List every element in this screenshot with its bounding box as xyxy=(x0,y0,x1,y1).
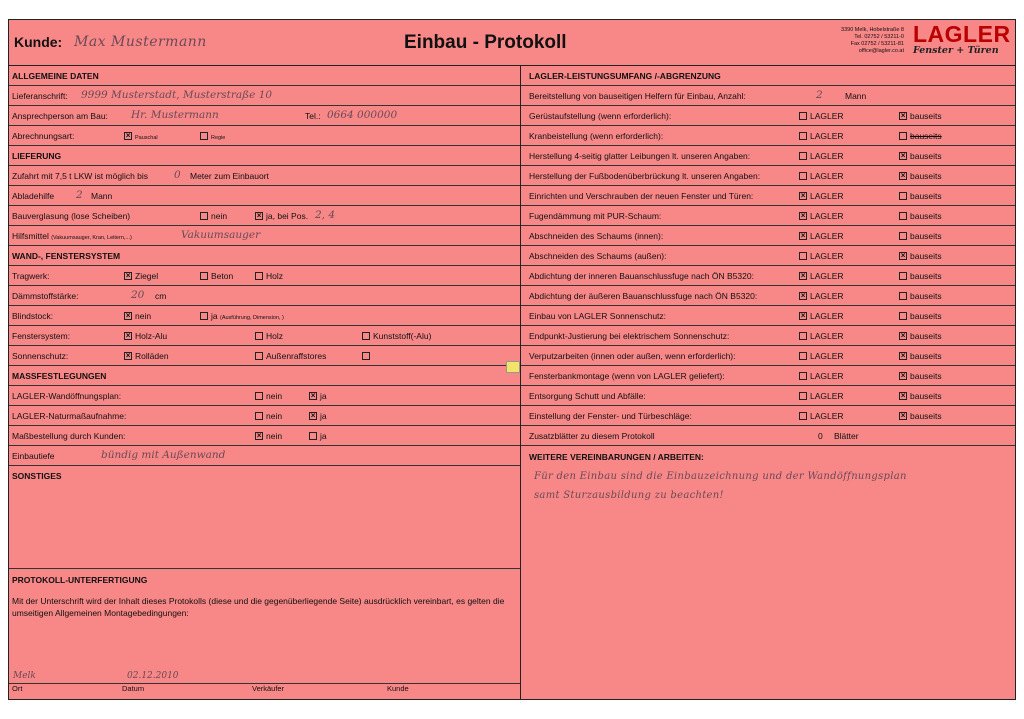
leistung-row-label: Kranbeistellung (wenn erforderlich): xyxy=(529,131,664,141)
checkbox[interactable] xyxy=(899,232,907,240)
abladehilfe-label: Abladehilfe xyxy=(12,191,55,201)
lagler-option-label: LAGLER xyxy=(810,251,844,261)
holz-option[interactable] xyxy=(255,271,283,281)
checkbox-checked[interactable] xyxy=(309,392,317,400)
leistung-row xyxy=(521,266,1015,286)
checkbox-checked[interactable] xyxy=(124,272,132,280)
lagler-option-label: LAGLER xyxy=(810,171,844,181)
checkbox[interactable] xyxy=(799,252,807,260)
lagler-option[interactable] xyxy=(799,131,844,141)
kunde-value: Max Mustermann xyxy=(74,34,207,50)
massbestellung-ja[interactable] xyxy=(309,431,327,441)
zusatz-value[interactable]: 0 xyxy=(818,431,823,441)
bauseits-option-label: bauseits xyxy=(910,391,942,401)
checkbox-checked[interactable] xyxy=(899,412,907,420)
company-address xyxy=(779,27,904,55)
leistung-row-label: Herstellung 4-seitig glatter Leibungen lt. unseren Angaben: xyxy=(529,151,751,161)
protokoll-section xyxy=(9,569,520,697)
pos-value[interactable]: 2, 4 xyxy=(315,209,336,221)
bauverglasung-nein[interactable] xyxy=(200,211,227,221)
checkbox[interactable] xyxy=(799,372,807,380)
wandoeff-ja[interactable] xyxy=(309,391,327,401)
checkbox-checked[interactable] xyxy=(899,372,907,380)
lagler-option[interactable] xyxy=(799,231,844,241)
ja-label: ja xyxy=(320,431,327,441)
naturmass-label: LAGLER-Naturmaßaufnahme: xyxy=(12,411,127,421)
leistung-row-label: Abschneiden des Schaums (außen): xyxy=(529,251,667,261)
lagler-option[interactable] xyxy=(799,411,844,421)
right-column xyxy=(521,66,1015,699)
bereitstellung-label: Bereitstellung von bauseitigen Helfern für Einbau, Anzahl: xyxy=(529,91,746,101)
nein-label: nein xyxy=(135,311,152,321)
bauseits-option-label: bauseits xyxy=(910,211,942,221)
kunde-signature-label: Kunde xyxy=(387,684,409,693)
weitere-section[interactable] xyxy=(521,446,1015,696)
lieferanschrift-label: Lieferanschrift: xyxy=(12,91,68,101)
tel-value[interactable]: 0664 000000 xyxy=(327,109,398,121)
checkbox-checked[interactable] xyxy=(124,332,132,340)
lagler-option[interactable] xyxy=(799,391,844,401)
leistung-row-label: Fugendämmung mit PUR-Schaum: xyxy=(529,211,662,221)
massbestellung-nein[interactable] xyxy=(255,431,282,441)
nein-label: nein xyxy=(211,211,228,221)
lagler-option-label: LAGLER xyxy=(810,131,844,141)
lagler-option[interactable] xyxy=(799,151,844,161)
checkbox-checked[interactable] xyxy=(799,192,807,200)
hilfsmittel-text: Hilfsmittel xyxy=(12,231,49,241)
ansprech-value[interactable]: Hr. Mustermann xyxy=(131,109,219,121)
checkbox[interactable] xyxy=(899,212,907,220)
checkbox[interactable] xyxy=(255,392,263,400)
naturmass-nein[interactable] xyxy=(255,411,282,421)
section-lieferung: LIEFERUNG xyxy=(12,151,62,161)
section-mass: MASSFESTLEGUNGEN xyxy=(12,371,107,381)
bauseits-option-label: bauseits xyxy=(910,171,942,181)
daemm-value[interactable]: 20 xyxy=(131,289,145,301)
sonstiges-section[interactable] xyxy=(9,466,520,569)
leistung-row xyxy=(521,186,1015,206)
blaetter-label: Blätter xyxy=(834,431,859,441)
checkbox-checked[interactable] xyxy=(899,172,907,180)
bauseits-option[interactable] xyxy=(899,111,942,121)
checkbox[interactable] xyxy=(200,132,208,140)
comment-note-icon[interactable] xyxy=(506,361,520,373)
protokoll-text: Mit der Unterschrift wird der Inhalt dieses Protokolls (diese und die gegenüberliegende Seite) ausdrücklich vereinbart, es gelten die umseitigen Allgemeinen Montagebedingungen: xyxy=(12,596,505,618)
checkbox[interactable] xyxy=(899,312,907,320)
lagler-option[interactable] xyxy=(799,211,844,221)
checkbox[interactable] xyxy=(799,412,807,420)
lagler-option[interactable] xyxy=(799,311,844,321)
lagler-option-label: LAGLER xyxy=(810,111,844,121)
kunststoff-label: Kunststoff(-Alu) xyxy=(373,331,432,341)
zufahrt-value[interactable]: 0 xyxy=(174,169,181,181)
pauschal-label: Pauschal xyxy=(135,135,158,141)
beton-option[interactable] xyxy=(200,271,233,281)
checkbox[interactable] xyxy=(255,332,263,340)
einbautiefe-value[interactable]: bündig mit Außenwand xyxy=(101,449,226,461)
holz-label: Holz xyxy=(266,331,284,341)
checkbox-checked[interactable] xyxy=(899,332,907,340)
kunde-label: Kunde: xyxy=(14,34,63,50)
naturmass-ja[interactable] xyxy=(309,411,327,421)
checkbox[interactable] xyxy=(799,332,807,340)
checkbox-checked[interactable] xyxy=(899,352,907,360)
sonnenschutz-label: Sonnenschutz: xyxy=(12,351,69,361)
checkbox[interactable] xyxy=(899,272,907,280)
tel-label: Tel.: xyxy=(305,111,321,121)
other-option[interactable] xyxy=(362,351,373,361)
checkbox[interactable] xyxy=(255,412,263,420)
lagler-option-label: LAGLER xyxy=(810,351,844,361)
address-tel: Tel. 02752 / 53211-0 xyxy=(854,34,904,40)
bauseits-option-label: bauseits xyxy=(910,331,942,341)
nein-label: nein xyxy=(266,431,283,441)
leistung-row-label: Abdichtung der äußeren Bauanschlussfuge nach ÖN B5320: xyxy=(529,291,758,301)
bauseits-option-label: bauseits xyxy=(910,131,942,141)
leistung-row xyxy=(521,326,1015,346)
leistung-row xyxy=(521,286,1015,306)
checkbox-checked[interactable] xyxy=(899,152,907,160)
checkbox[interactable] xyxy=(799,172,807,180)
lagler-option-label: LAGLER xyxy=(810,391,844,401)
section-sonstiges: SONSTIGES xyxy=(12,471,62,481)
address-email: office@lagler.co.at xyxy=(858,48,904,54)
leistung-row xyxy=(521,206,1015,226)
bauseits-option[interactable] xyxy=(899,371,942,381)
holz-alu-option[interactable] xyxy=(124,331,167,341)
ansprech-label: Ansprechperson am Bau: xyxy=(12,111,108,121)
checkbox-checked[interactable] xyxy=(255,212,263,220)
leistung-row-label: Abschneiden des Schaums (innen): xyxy=(529,231,664,241)
checkbox[interactable] xyxy=(200,272,208,280)
checkbox-checked[interactable] xyxy=(124,312,132,320)
lagler-option[interactable] xyxy=(799,191,844,201)
section-wand: WAND-, FENSTERSYSTEM xyxy=(12,251,121,261)
checkbox[interactable] xyxy=(799,352,807,360)
ja-label: ja xyxy=(320,411,327,421)
lagler-option-label: LAGLER xyxy=(810,291,844,301)
leistung-row xyxy=(521,246,1015,266)
bauseits-option-label: bauseits xyxy=(910,311,942,321)
leistung-row xyxy=(521,146,1015,166)
checkbox-checked[interactable] xyxy=(799,292,807,300)
leistung-rows xyxy=(521,106,1015,426)
checkbox[interactable] xyxy=(200,212,208,220)
leistung-row xyxy=(521,106,1015,126)
aussenraff-label: Außenraffstores xyxy=(266,351,327,361)
lagler-option[interactable] xyxy=(799,111,844,121)
checkbox-checked[interactable] xyxy=(799,212,807,220)
bauseits-option[interactable] xyxy=(899,411,942,421)
lagler-option-label: LAGLER xyxy=(810,371,844,381)
left-column xyxy=(9,66,521,699)
ziegel-label: Ziegel xyxy=(135,271,159,281)
bauseits-option[interactable] xyxy=(899,331,942,341)
checkbox[interactable] xyxy=(899,192,907,200)
bauseits-option[interactable] xyxy=(899,351,942,361)
lagler-option-label: LAGLER xyxy=(810,411,844,421)
checkbox-checked[interactable] xyxy=(255,432,263,440)
bauseits-option-label: bauseits xyxy=(910,231,942,241)
lagler-option[interactable] xyxy=(799,171,844,181)
weitere-line-1[interactable]: Für den Einbau sind die Einbauzeichnung und der Wandöffnungsplan xyxy=(534,471,907,482)
pauschal-option[interactable] xyxy=(124,131,158,141)
lagler-logo: LAGLER xyxy=(913,21,1011,47)
leistung-row-label: Gerüstaufstellung (wenn erforderlich): xyxy=(529,111,672,121)
regie-label: Regie xyxy=(211,135,226,141)
leistung-row xyxy=(521,306,1015,326)
blindstock-hint: (Ausführung, Dimension, ) xyxy=(220,315,284,321)
leistung-row xyxy=(521,406,1015,426)
wandoeff-nein[interactable] xyxy=(255,391,282,401)
leistung-row-label: Einstellung der Fenster- und Türbeschläge: xyxy=(529,411,692,421)
bauseits-option-label: bauseits xyxy=(910,111,942,121)
regie-option[interactable] xyxy=(200,131,225,141)
nein-label: nein xyxy=(266,411,283,421)
hilfsmittel-value[interactable]: Vakuumsauger xyxy=(181,229,261,241)
ja-label: ja xyxy=(320,391,327,401)
lieferanschrift-value[interactable]: 9999 Musterstadt, Musterstraße 10 xyxy=(81,89,273,101)
section-allgemeine: ALLGEMEINE DATEN xyxy=(12,71,99,81)
holz-alu-label: Holz-Alu xyxy=(135,331,168,341)
protocol-sheet xyxy=(8,19,1016,700)
mann-label: Mann xyxy=(845,91,867,101)
page-title: Einbau - Protokoll xyxy=(404,32,567,53)
lagler-option[interactable] xyxy=(799,251,844,261)
lagler-option[interactable] xyxy=(799,291,844,301)
weitere-line-2[interactable]: samt Sturzausbildung zu beachten! xyxy=(534,490,724,501)
rolladen-label: Rolläden xyxy=(135,351,169,361)
section-leistung: LAGLER-LEISTUNGSUMFANG /-ABGRENZUNG xyxy=(529,71,721,81)
leistung-row xyxy=(521,226,1015,246)
bauseits-option-label: bauseits xyxy=(910,411,942,421)
section-protokoll: PROTOKOLL-UNTERFERTIGUNG xyxy=(12,575,148,585)
bauseits-option[interactable] xyxy=(899,231,942,241)
bauseits-option[interactable] xyxy=(899,271,942,281)
bauseits-option[interactable] xyxy=(899,151,942,161)
checkbox[interactable] xyxy=(799,152,807,160)
leistung-row-label: Abdichtung der inneren Bauanschlussfuge nach ÖN B5320: xyxy=(529,271,754,281)
checkbox[interactable] xyxy=(255,272,263,280)
checkbox[interactable] xyxy=(799,132,807,140)
leistung-row-label: Einrichten und Verschrauben der neuen Fenster und Türen: xyxy=(529,191,754,201)
lagler-option[interactable] xyxy=(799,351,844,361)
wandoeff-label: LAGLER-Wandöffnungsplan: xyxy=(12,391,122,401)
leistung-row-label: Einbau von LAGLER Sonnenschutz: xyxy=(529,311,667,321)
checkbox[interactable] xyxy=(255,352,263,360)
checkbox-checked[interactable] xyxy=(799,232,807,240)
rolladen-option[interactable] xyxy=(124,351,169,361)
lagler-option-label: LAGLER xyxy=(810,271,844,281)
leistung-row xyxy=(521,366,1015,386)
zufahrt-suffix: Meter zum Einbauort xyxy=(190,171,269,181)
blindstock-ja[interactable] xyxy=(200,311,284,321)
ort-label: Ort xyxy=(12,684,23,693)
bauseits-option[interactable] xyxy=(899,211,942,221)
bauseits-option-label: bauseits xyxy=(910,191,942,201)
lagler-option[interactable] xyxy=(799,271,844,281)
checkbox-checked[interactable] xyxy=(124,352,132,360)
tragwerk-label: Tragwerk: xyxy=(12,271,50,281)
abladehilfe-value[interactable]: 2 xyxy=(76,189,83,201)
daemm-label: Dämmstoffstärke: xyxy=(12,291,79,301)
checkbox-checked[interactable] xyxy=(799,312,807,320)
bauseits-option-label: bauseits xyxy=(910,271,942,281)
bauseits-option[interactable] xyxy=(899,311,942,321)
checkbox[interactable] xyxy=(200,312,208,320)
abladehilfe-suffix: Mann xyxy=(91,191,113,201)
header xyxy=(9,20,1015,66)
leistung-row-label: Verputzarbeiten (innen oder außen, wenn erforderlich): xyxy=(529,351,736,361)
lagler-option-label: LAGLER xyxy=(810,311,844,321)
leistung-row-label: Entsorgung Schutt und Abfälle: xyxy=(529,391,646,401)
blindstock-nein[interactable] xyxy=(124,311,151,321)
checkbox[interactable] xyxy=(899,132,907,140)
lagler-option-label: LAGLER xyxy=(810,151,844,161)
checkbox-checked[interactable] xyxy=(309,412,317,420)
bauseits-option[interactable] xyxy=(899,191,942,201)
ziegel-option[interactable] xyxy=(124,271,158,281)
checkbox[interactable] xyxy=(362,332,370,340)
bauverglasung-ja[interactable] xyxy=(255,211,308,221)
abrechnung-label: Abrechnungsart: xyxy=(12,131,75,141)
zufahrt-label: Zufahrt mit 7,5 t LKW ist möglich bis xyxy=(12,171,149,181)
hilfsmittel-label xyxy=(12,231,132,241)
leistung-row-label: Endpunkt-Justierung bei elektrischem Sonnenschutz: xyxy=(529,331,730,341)
lagler-option-label: LAGLER xyxy=(810,331,844,341)
leistung-row-label: Fensterbankmontage (wenn von LAGLER geliefert): xyxy=(529,371,725,381)
beton-label: Beton xyxy=(211,271,234,281)
verkaeufer-label: Verkäufer xyxy=(252,684,285,693)
nein-label: nein xyxy=(266,391,283,401)
ort-value[interactable]: Melk xyxy=(13,671,36,681)
checkbox[interactable] xyxy=(362,352,370,360)
address-fax: Fax 02752 / 53211-81 xyxy=(850,41,904,47)
einbautiefe-label: Einbautiefe xyxy=(12,451,55,461)
bauverglasung-label: Bauverglasung (lose Scheiben) xyxy=(12,211,131,221)
bauseits-option[interactable] xyxy=(899,391,942,401)
bauseits-option[interactable] xyxy=(899,291,942,301)
lagler-option[interactable] xyxy=(799,371,844,381)
holz-label: Holz xyxy=(266,271,284,281)
checkbox-checked[interactable] xyxy=(124,132,132,140)
lagler-option[interactable] xyxy=(799,331,844,341)
lagler-option-label: LAGLER xyxy=(810,211,844,221)
leistung-row xyxy=(521,126,1015,146)
bauseits-option-label: bauseits xyxy=(910,291,942,301)
holz-system-option[interactable] xyxy=(255,331,283,341)
leistung-row xyxy=(521,346,1015,366)
daemm-unit: cm xyxy=(155,291,167,301)
datum-label: Datum xyxy=(122,684,145,693)
massbestellung-label: Maßbestellung durch Kunden: xyxy=(12,431,126,441)
kunststoff-option[interactable] xyxy=(362,331,431,341)
bauseits-option[interactable] xyxy=(899,171,942,181)
address-line: 3390 Melk, Hobelstraße 8 xyxy=(841,27,904,33)
checkbox-checked[interactable] xyxy=(899,112,907,120)
leistung-row xyxy=(521,386,1015,406)
checkbox[interactable] xyxy=(309,432,317,440)
hilfsmittel-hint: (Vakuumsauger, Kran, Leitern,...) xyxy=(51,235,132,241)
leistung-row-label: Herstellung der Fußbodenüberbrückung lt. unseren Angaben: xyxy=(529,171,761,181)
aussenraff-option[interactable] xyxy=(255,351,326,361)
lagler-option-label: LAGLER xyxy=(810,231,844,241)
datum-value[interactable]: 02.12.2010 xyxy=(127,671,179,681)
bauseits-option-label: bauseits xyxy=(910,151,942,161)
bauseits-option-label: bauseits xyxy=(910,371,942,381)
bereitstellung-value[interactable]: 2 xyxy=(816,89,823,101)
logo-subtitle: Fenster + Türen xyxy=(913,45,999,56)
blindstock-label: Blindstock: xyxy=(12,311,54,321)
fenstersystem-label: Fenstersystem: xyxy=(12,331,71,341)
bauseits-option[interactable] xyxy=(899,131,942,141)
ja-bei-pos-label: ja, bei Pos. xyxy=(266,211,309,221)
section-weitere: WEITERE VEREINBARUNGEN / ARBEITEN: xyxy=(529,452,704,462)
leistung-row xyxy=(521,166,1015,186)
checkbox[interactable] xyxy=(899,292,907,300)
bauseits-option-label: bauseits xyxy=(910,251,942,261)
lagler-option-label: LAGLER xyxy=(810,191,844,201)
zusatz-label: Zusatzblätter zu diesem Protokoll xyxy=(529,431,655,441)
ja-label: ja xyxy=(211,311,218,321)
checkbox-checked[interactable] xyxy=(899,252,907,260)
checkbox[interactable] xyxy=(799,392,807,400)
bauseits-option[interactable] xyxy=(899,251,942,261)
checkbox-checked[interactable] xyxy=(899,392,907,400)
bauseits-option-label: bauseits xyxy=(910,351,942,361)
checkbox-checked[interactable] xyxy=(799,272,807,280)
checkbox[interactable] xyxy=(799,112,807,120)
